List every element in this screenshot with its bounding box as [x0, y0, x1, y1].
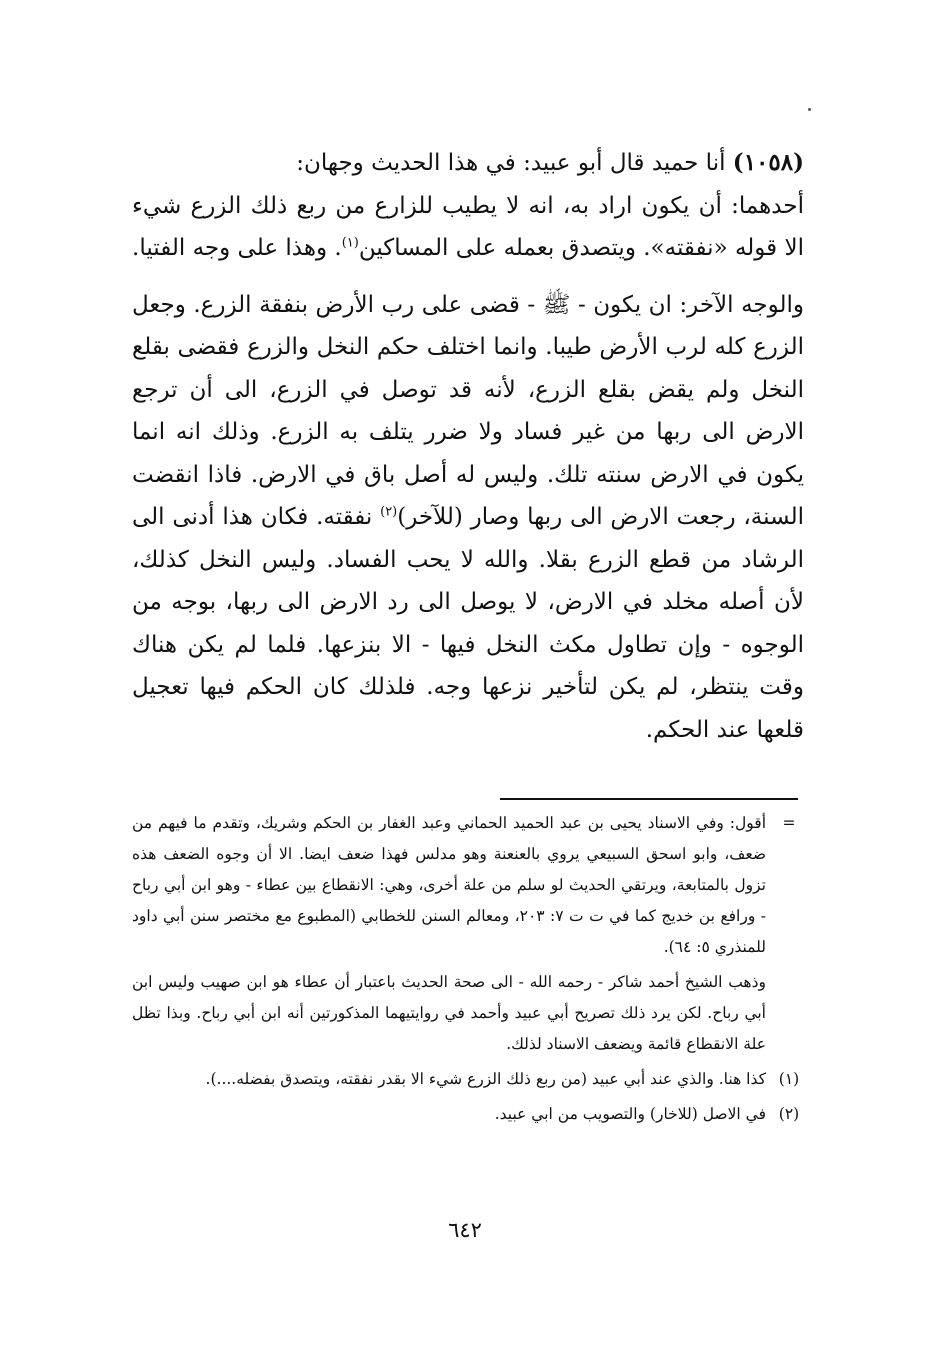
continued-footnote-text-2: وذهب الشيخ أحمد شاكر - رحمه الله - الى صحة الحديث باعتبار أن عطاء هو ابن صهيب وليس ابن أبي رباح. لكن يرد ذلك تصريح أبي عبيد وأحمد في روايتيهما المذكورتين أنه ابن أبي رباح. وبذا تظل علة الانقطاع قائمة ويضعف الاسناد لذلك. [132, 973, 766, 1053]
footnote-1-text: كذا هنا. والذي عند أبي عبيد (من ربع ذلك الزرع شيء الا بقدر نفقته، ويتصدق بفضله....). [205, 1070, 766, 1088]
footnote-2-text: في الاصل (للاخار) والتصويب من ابي عبيد. [494, 1105, 766, 1123]
continued-footnote-mark: = [782, 814, 796, 832]
hadith-number: (١٠٥٨) [732, 149, 804, 176]
continued-footnote-text: أقول: وفي الاسناد يحيى بن عبد الحميد الحماني وعبد الغفار بن الحكم وشريك، وتقدم ما فيهم من ضعف، وابو اسحق السبيعي يروي بالعنعنة وهو مدلس فهذا ضعف ايضا. الا أن وجوه الضعف هذه تزول بالمتابعة، ويرتقي الحديث لو سلم من علة أخرى، وهي: الانقطاع بين عطاء - وهو ابن أبي رباح - ورافع بن خديج كما في ت ت ٧: ٢٠٣، ومعالم السنن للخطابي (المطبوع مع مختصر سنن أبي داود للمنذري ٥: ٦٤). [132, 814, 766, 956]
footnote-1-mark: (١) [778, 1070, 800, 1088]
footnote-1 [132, 1064, 804, 1095]
hadith-intro: أنا حميد قال أبو عبيد: في هذا الحديث وجهان: [296, 150, 733, 176]
first-interpretation-text: أحدهما: أن يكون اراد به، انه لا يطيب للزارع من ربع ذلك الزرع شيء الا قوله «نفقته». ويتصدق بعمله على المساكين [132, 192, 804, 261]
footnote-ref-1: (١) [341, 235, 359, 251]
hadith-paragraph [132, 142, 804, 185]
main-text [132, 142, 804, 751]
scan-speck [808, 108, 811, 111]
footnote-ref-2: (٢) [380, 504, 398, 520]
continued-footnote [132, 808, 804, 1060]
footnote-2-mark: (٢) [778, 1105, 800, 1123]
second-interpretation-text: والوجه الآخر: ان يكون - ﷺ - قضى على رب الأرض بنفقة الزرع. وجعل الزرع كله لرب الأرض طيبا. وانما اختلف حكم النخل والزرع فقضى بقلع النخل ولم يقض بقلع الزرع، لأنه قد توصل في الزرع، الى أن ترجع الارض الى ربها من غير فساد ولا ضرر يتلف به الزرع. وذلك انه انما يكون في الارض سنته تلك. وليس له أصل باق في الارض. فاذا انقضت السنة، رجعت الارض الى ربها وصار (للآخر) [132, 291, 804, 530]
first-interpretation-end: . وهذا على وجه الفتيا. [132, 235, 342, 261]
footnote-divider [500, 798, 798, 800]
second-interpretation [132, 284, 804, 752]
footnotes [132, 808, 804, 1130]
page-number: ٦٤٢ [448, 1218, 482, 1242]
footnote-2 [132, 1099, 804, 1130]
second-interpretation-end: نفقته. فكان هذا أدنى الى الرشاد من قطع الزرع بقلا. والله لا يحب الفساد. وليس النخل كذلك، لأن أصله مخلد في الارض، لا يوصل الى رد الارض الى ربها، بوجه من الوجوه - وإن تطاول مكث النخل فيها - الا بنزعها. فلما لم يكن هناك وقت ينتظر، لم يكن لتأخير نزعها وجه. فلذلك كان الحكم فيها تعجيل قلعها عند الحكم. [132, 504, 804, 743]
first-interpretation [132, 185, 804, 270]
